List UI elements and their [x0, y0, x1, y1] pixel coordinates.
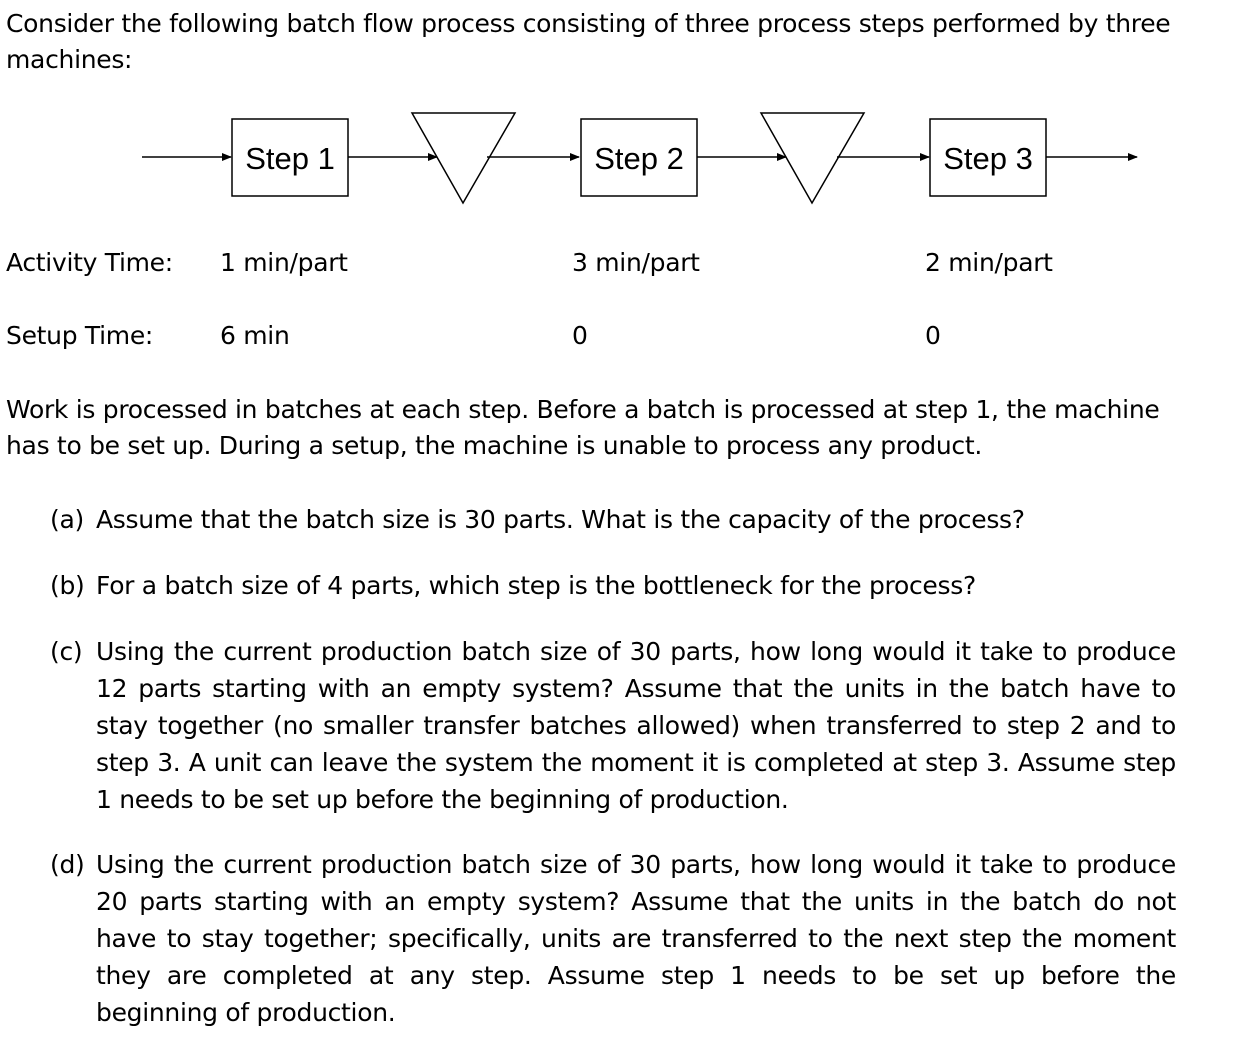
- activity-time-step-1: 1 min/part: [220, 248, 348, 277]
- question-d-text: Using the current production batch size of 30 parts, how long would it take to produce 20 parts starting with an empty system? Assume that the units in the batch do not have to stay together; specifically, units are transferred to the next step the moment they are completed at any step. Assume step 1 needs to be set up before the beginning of production.: [96, 850, 1176, 1027]
- activity-time-step-3: 2 min/part: [925, 248, 1053, 277]
- setup-time-step-3: 0: [925, 321, 941, 350]
- setup-time-label: Setup Time:: [6, 321, 154, 350]
- step-3-label: Step 3: [943, 141, 1033, 176]
- step-1-label: Step 1: [245, 141, 335, 176]
- question-c: [50, 633, 1176, 818]
- question-c-label: (c): [50, 637, 83, 666]
- question-d-label: (d): [50, 850, 85, 879]
- activity-time-label: Activity Time:: [6, 248, 173, 277]
- question-b-text: For a batch size of 4 parts, which step is the bottleneck for the process?: [96, 571, 976, 600]
- activity-time-step-2: 3 min/part: [572, 248, 700, 277]
- question-b-label: (b): [50, 571, 85, 600]
- question-a: [50, 501, 1176, 538]
- process-flow-diagram: [0, 100, 1260, 210]
- step-2-label: Step 2: [594, 141, 684, 176]
- description-text: Work is processed in batches at each step. Before a batch is processed at step 1, the machine has to be set up. During a setup, the machine is unable to process any product.: [6, 395, 1160, 460]
- question-a-label: (a): [50, 505, 84, 534]
- question-c-text: Using the current production batch size of 30 parts, how long would it take to produce 12 parts starting with an empty system? Assume that the units in the batch have to stay together (no smaller transfer batches allowed) when transferred to step 2 and to step 3. A unit can leave the system the moment it is completed at step 3. Assume step 1 needs to be set up before the beginning of production.: [96, 637, 1176, 814]
- buffer-1-triangle: [412, 113, 515, 203]
- question-d: [50, 846, 1176, 1031]
- question-b: [50, 567, 1176, 604]
- setup-time-step-1: 6 min: [220, 321, 290, 350]
- setup-time-step-2: 0: [572, 321, 588, 350]
- question-a-text: Assume that the batch size is 30 parts. What is the capacity of the process?: [96, 505, 1025, 534]
- intro-text: Consider the following batch flow process consisting of three process steps performed by three machines:: [6, 9, 1171, 74]
- buffer-2-triangle: [761, 113, 864, 203]
